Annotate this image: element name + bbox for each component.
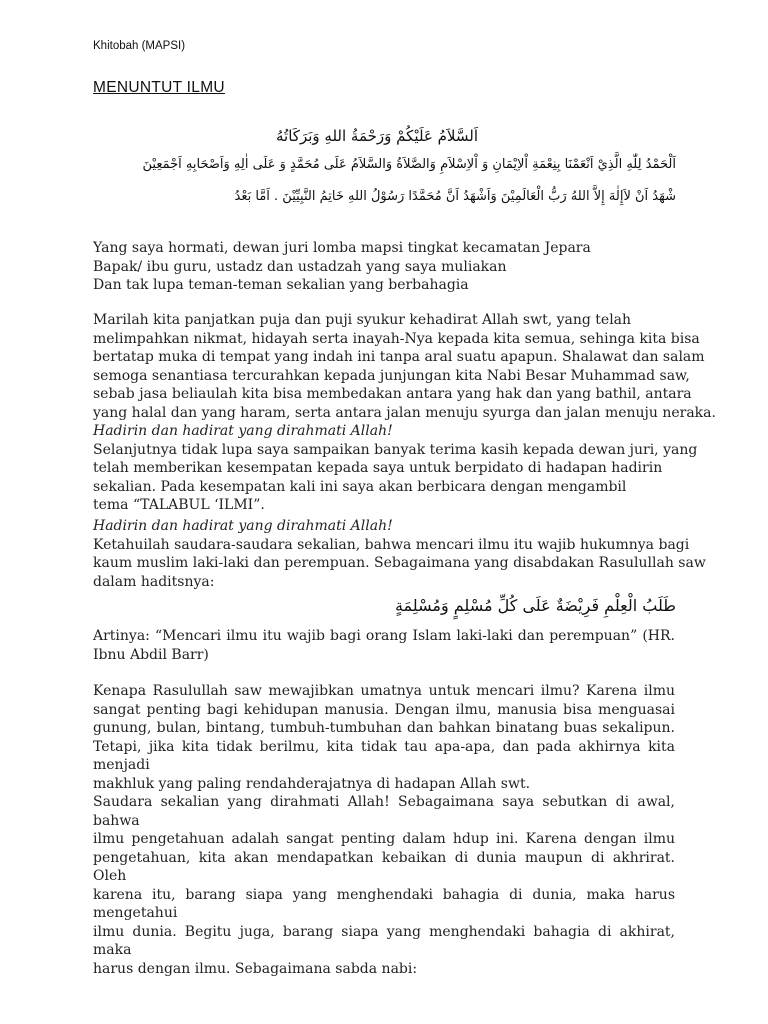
audience-address: Hadirin dan hadirat yang dirahmati Allah! [93,518,393,534]
greeting-line: Yang saya hormati, dewan juri lomba mapsi tingkat kecamatan Jepara [93,240,591,256]
paragraph-line: yang halal dan yang haram, serta antara jalan menuju syurga dan jalan menuju neraka. [93,404,716,421]
paragraph-line: Marilah kita panjatkan puja dan puji syukur kehadirat Allah swt, yang telah [93,312,632,328]
paragraph-line: harus dengan ilmu. Sebagaimana sabda nabi: [93,960,418,977]
document-header: Khitobah (MAPSI) [93,40,186,52]
greeting-block [93,239,675,295]
paragraph-line: telah memberikan kesempatan kepada saya untuk berpidato di hadapan hadirin [93,460,663,476]
paragraph-line: karena itu, barang siapa yang menghendaki bahagia di dunia, maka harus mengetahui [93,886,675,921]
paragraph-line: sebab jasa beliaulah kita bisa membedakan antara yang hak dan yang bathil, antara [93,386,692,402]
paragraph-thanks [93,422,698,515]
paragraph-opening [93,311,716,422]
page-title: MENUNTUT ILMU [93,79,225,96]
paragraph-line: ilmu pengetahuan adalah sangat penting dalam hdup ini. Karena dengan ilmu [93,831,675,847]
paragraph-line: dalam haditsnya: [93,573,215,590]
paragraph-line: ilmu dunia. Begitu juga, barang siapa yang menghendaki bahagia di akhirat, maka [93,923,675,958]
arabic-shahada-line: شْهَدُ اَنْ لاَإِلٰهَ إِلاَّ اللهُ رَبُّ الْعَالَمِيْنَ وَاَشْهَدُ اَنَّ مُحَمَّدًا رَسُوْلُ اللهِ خَاتِمُ النَّبِيِّيْنَ . اَمَّا بَعْدُ [234,189,676,204]
paragraph-line: semoga senantiasa tercurahkan kepada junjungan kita Nabi Besar Muhammad saw, [93,367,690,384]
paragraph-importance [93,682,675,978]
arabic-opening-line: اَلْحَمْدُ لِلّٰهِ الَّذِيْ اَنْعَمْنَا بِنِعْمَةِ اْلاِيْمَانِ وَ اْلاِسْلاَمِ وَالصَّلاَةُ وَالسَّلاَمُ عَلَى مُحَمَّدٍ وَ عَلَى اٰلِهِ وَاَصْحَابِهِ اَجْمَعِيْنَ [142,157,676,172]
paragraph-line: kaum muslim laki-laki dan perempuan. Sebagaimana yang disabdakan Rasulullah saw [93,555,706,571]
paragraph-line: tema “TALABUL ‘ILMI”. [93,497,265,513]
translation-line: Ibnu Abdil Barr) [93,646,209,663]
paragraph-line: Tetapi, jika kita tidak berilmu, kita tidak tau apa-apa, dan pada akhirnya kita menjadi [93,738,675,773]
greeting-line: Dan tak lupa teman-teman sekalian yang berbahagia [93,277,469,293]
hadith-translation [93,627,675,664]
arabic-hadith: طَلَبُ الْعِلْمِ فَرِيْضَةٌ عَلَى كُلِّ مُسْلِمٍ وَمُسْلِمَةٍ [394,596,676,615]
paragraph-line: gunung, bulan, bintang, tumbuh-tumbuhan dan bahkan binatang buas sekalipun. [93,720,675,736]
paragraph-line: Kenapa Rasulullah saw mewajibkan umatnya untuk mencari ilmu? Karena ilmu [93,683,675,699]
paragraph-line: bertatap muka di tempat yang indah ini tanpa aral suatu apapun. Shalawat dan salam [93,349,705,365]
paragraph-line: melimpahkan nikmat, hidayah serta inayah-Nya kepada kita semua, sehinga kita bisa [93,330,700,347]
translation-line: Artinya: “Mencari ilmu itu wajib bagi orang Islam laki-laki dan perempuan” (HR. [93,628,675,644]
paragraph-line: pengetahuan, kita akan mendapatkan kebaikan di dunia maupun di akhrirat. Oleh [93,849,675,884]
paragraph-obligation [93,517,706,591]
arabic-salam: اَلسَّلاَمُ عَلَيْكُمْ وَرَحْمَةُ اللهِ وَبَرَكَاتُهُ [276,127,478,145]
paragraph-line: makhluk yang paling rendahderajatnya di hadapan Allah swt. [93,775,531,792]
audience-address: Hadirin dan hadirat yang dirahmati Allah! [93,423,393,439]
paragraph-line: Selanjutnya tidak lupa saya sampaikan banyak terima kasih kepada dewan juri, yang [93,441,698,458]
paragraph-line: sekalian. Pada kesempatan kali ini saya akan berbicara dengan mengambil [93,478,627,495]
paragraph-line: sangat penting bagi kehidupan manusia. Dengan ilmu, manusia bisa menguasai [93,701,675,718]
paragraph-line: Ketahuilah saudara-saudara sekalian, bahwa mencari ilmu itu wajib hukumnya bagi [93,536,690,553]
paragraph-line: Saudara sekalian yang dirahmati Allah! Sebagaimana saya sebutkan di awal, bahwa [93,794,675,829]
greeting-line: Bapak/ ibu guru, ustadz dan ustadzah yang saya muliakan [93,258,507,275]
